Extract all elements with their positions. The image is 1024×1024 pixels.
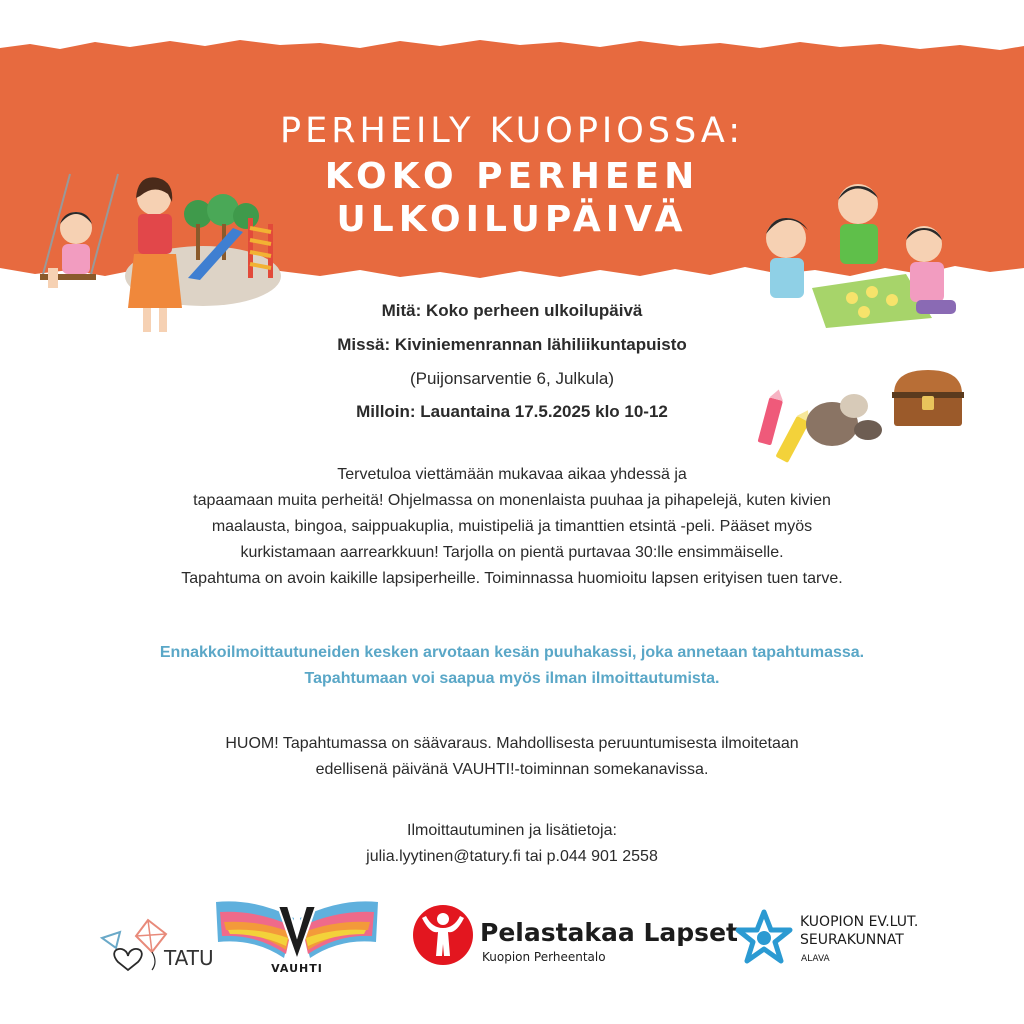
rainbow-wings-icon: [214, 898, 380, 964]
kite-heart-icon: [98, 918, 168, 974]
contact-heading: Ilmoittautuminen ja lisätietoja:: [407, 822, 617, 839]
detail-what: Mitä: Koko perheen ulkoilupäivä: [381, 301, 643, 320]
intro-line: maalausta, bingoa, saippuakuplia, muistipeliä ja timanttien etsintä -peli. Pääset myös: [211, 518, 813, 535]
detail-when: Milloin: Lauantaina 17.5.2025 klo 10-12: [356, 402, 668, 421]
seurakunnat-line-1: KUOPION EV.LUT.: [800, 914, 919, 930]
detail-address: (Puijonsarventie 6, Julkula): [409, 369, 615, 388]
highlight-line: Tapahtumaan voi saapua myös ilman ilmoittautumista.: [304, 670, 720, 687]
pelastakaa-lapset-logo: [412, 904, 738, 970]
weather-notice: [0, 731, 1024, 783]
pelastakaa-lapset-subtitle: Kuopion Perheentalo: [482, 950, 606, 964]
highlight-line: Ennakkoilmoittautuneiden kesken arvotaan kesän puuhakassi, joka annetaan tapahtumassa.: [159, 644, 865, 661]
seurakunnat-logo: [734, 908, 954, 978]
detail-where: Missä: Kiviniemenrannan lähiliikuntapuisto: [337, 335, 687, 354]
contact-details[interactable]: julia.lyytinen@tatury.fi tai p.044 901 2558: [366, 848, 658, 865]
highlight-paragraph: [0, 640, 1024, 692]
notice-line: edellisenä päivänä VAUHTI!-toiminnan somekanavissa.: [315, 761, 709, 778]
vauhti-logo: [214, 898, 380, 978]
intro-line: Tervetuloa viettämään mukavaa aikaa yhdessä ja: [337, 466, 687, 483]
crayons-stones-illustration: [752, 386, 892, 470]
intro-paragraph: [0, 462, 1024, 592]
vauhti-logo-text: VAUHTI: [271, 962, 323, 975]
intro-line: Tapahtuma on avoin kaikille lapsiperheille. Toiminnassa huomioitu lapsen erityisen tuen tarve.: [181, 570, 843, 587]
seurakunnat-line-3: ALAVA: [801, 954, 830, 964]
notice-line: HUOM! Tapahtumassa on säävaraus. Mahdollisesta peruuntumisesta ilmoitetaan: [225, 735, 799, 752]
title-line-3: ULKOILUPÄIVÄ: [336, 199, 688, 240]
tatu-logo-text: TATU: [164, 946, 214, 970]
star-wreath-icon: [734, 908, 794, 968]
title-line-2: KOKO PERHEEN: [324, 156, 700, 197]
contact-info: [0, 818, 1024, 870]
title-line-1: PERHEILY KUOPIOSSA:: [279, 111, 744, 151]
pelastakaa-lapset-title: Pelastakaa Lapset: [480, 918, 738, 947]
intro-line: kurkistamaan aarrearkkuun! Tarjolla on pientä purtavaa 30:lle ensimmäiselle.: [240, 544, 784, 561]
tatu-logo: [98, 918, 222, 974]
seurakunnat-line-2: SEURAKUNNAT: [800, 932, 904, 948]
intro-line: tapaamaan muita perheitä! Ohjelmassa on monenlaista puuhaa ja pihapelejä, kuten kivien: [193, 492, 831, 509]
save-the-children-icon: [412, 904, 474, 966]
